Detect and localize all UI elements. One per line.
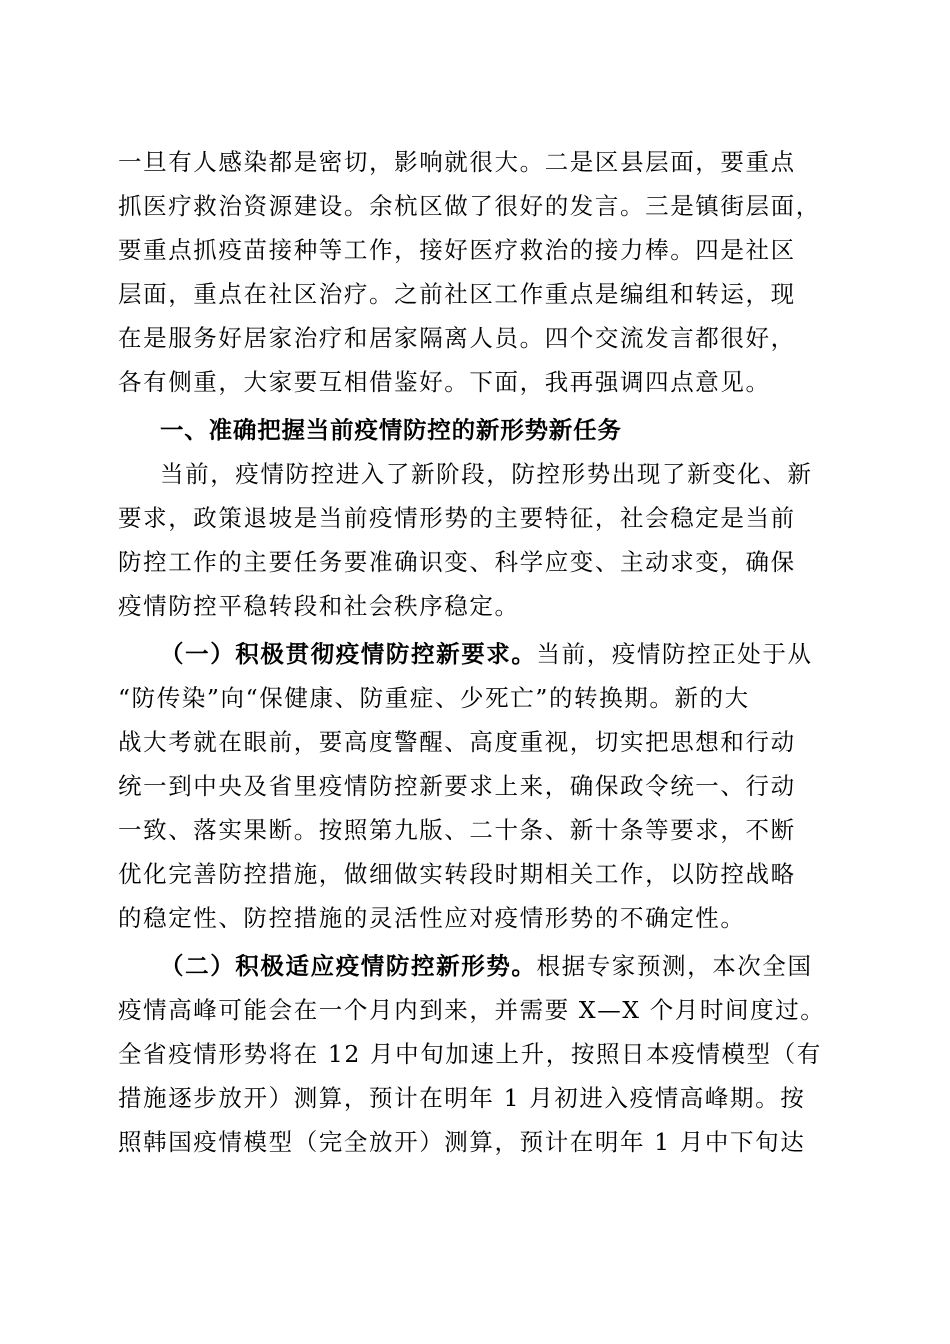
subsection-first-line-text: 根据专家预测，本次全国: [536, 952, 813, 980]
subsection-first-line-text: 当前，疫情防控正处于从: [536, 640, 813, 668]
paragraph-line: 照韩国疫情模型（完全放开）测算，预计在明年 1 月中下旬达: [118, 1128, 806, 1156]
paragraph-line: 要重点抓疫苗接种等工作，接好医疗救治的接力棒。四是社区: [118, 236, 796, 264]
paragraph-line: 要求，政策退坡是当前疫情形势的主要特征，社会稳定是当前: [118, 504, 796, 532]
paragraph-line: 抓医疗救治资源建设。余杭区做了很好的发言。三是镇街层面，: [118, 192, 821, 220]
paragraph-line: 在是服务好居家治疗和居家隔离人员。四个交流发言都很好，: [118, 324, 796, 352]
subsection-first-line: [160, 950, 813, 982]
paragraph-line: 一旦有人感染都是密切，影响就很大。二是区县层面，要重点: [118, 148, 796, 176]
paragraph-line: 当前，疫情防控进入了新阶段，防控形势出现了新变化、新: [160, 460, 813, 488]
subsection-first-line: [160, 638, 813, 670]
subsection-lead: （一）积极贯彻疫情防控新要求。: [160, 640, 537, 668]
paragraph-line: 各有侧重，大家要互相借鉴好。下面，我再强调四点意见。: [118, 368, 771, 396]
paragraph-line: 一致、落实果断。按照第九版、二十条、新十条等要求，不断: [118, 816, 796, 844]
subsection-lead: （二）积极适应疫情防控新形势。: [160, 952, 537, 980]
paragraph-line: 优化完善防控措施，做细做实转段时期相关工作，以防控战略: [118, 860, 796, 888]
paragraph-line: 疫情高峰可能会在一个月内到来，并需要 X—X 个月时间度过。: [118, 996, 826, 1024]
paragraph-line: 战大考就在眼前，要高度警醒、高度重视，切实把思想和行动: [118, 728, 796, 756]
paragraph-line: 措施逐步放开）测算，预计在明年 1 月初进入疫情高峰期。按: [118, 1084, 806, 1112]
section-heading: 一、准确把握当前疫情防控的新形势新任务: [160, 416, 622, 444]
paragraph-line: 统一到中央及省里疫情防控新要求上来，确保政令统一、行动: [118, 772, 796, 800]
paragraph-line: 疫情防控平稳转段和社会秩序稳定。: [118, 592, 520, 620]
paragraph-line: 防控工作的主要任务要准确识变、科学应变、主动求变，确保: [118, 548, 796, 576]
paragraph-line: 全省疫情形势将在 12 月中旬加速上升，按照日本疫情模型（有: [118, 1040, 822, 1068]
paragraph-line: 的稳定性、防控措施的灵活性应对疫情形势的不确定性。: [118, 904, 746, 932]
paragraph-line: “防传染”向“保健康、防重症、少死亡”的转换期。新的大: [118, 684, 750, 712]
paragraph-line: 层面，重点在社区治疗。之前社区工作重点是编组和转运，现: [118, 280, 796, 308]
